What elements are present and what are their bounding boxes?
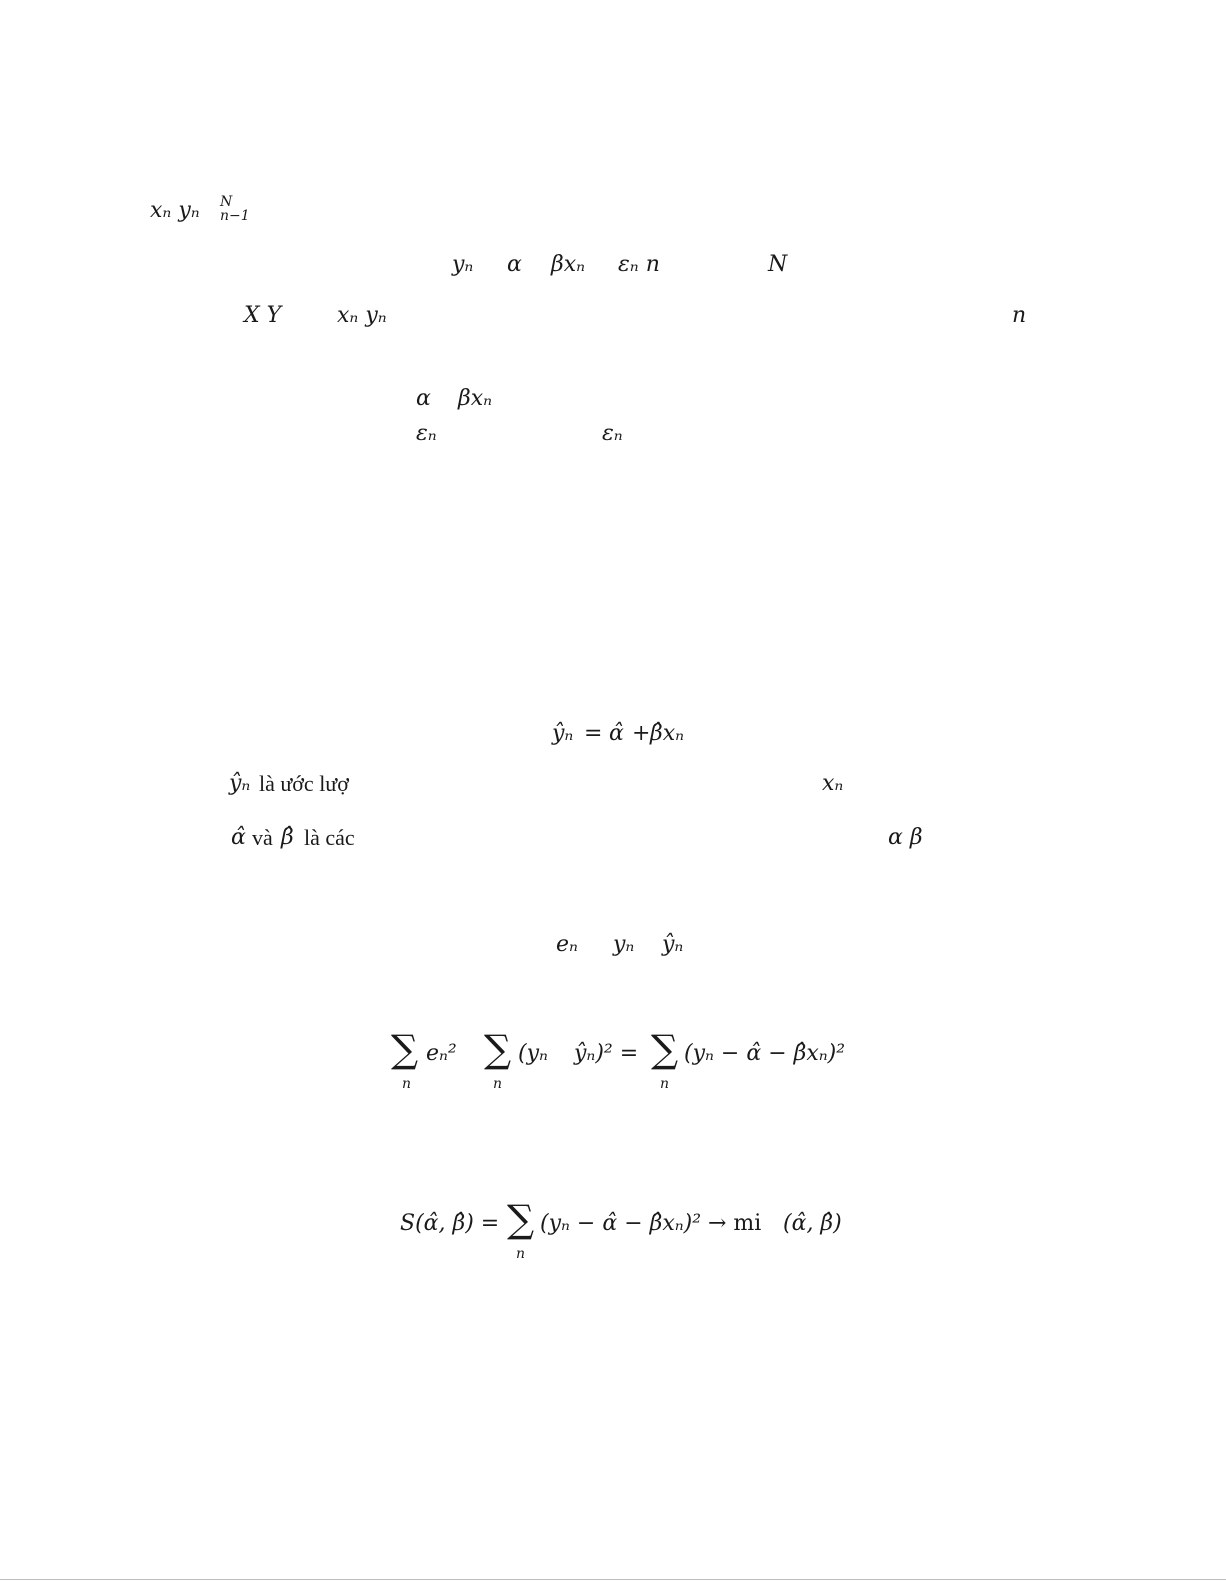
sse-sub3: n xyxy=(660,1076,670,1092)
residual-yhat: ŷₙ xyxy=(662,932,684,957)
sse-sub2: n xyxy=(493,1076,503,1092)
line2-eps-n: εₙ n xyxy=(618,252,660,277)
sse-sum3: ∑ xyxy=(651,1027,679,1071)
note1-symbol: ŷₙ xyxy=(229,771,251,796)
sse-sum1: ∑ xyxy=(391,1027,419,1071)
note1-text: là ước lượ xyxy=(259,771,349,796)
line3-XY: X Y xyxy=(244,303,282,328)
objective-lhs: S(α̂, β̂) = xyxy=(400,1211,500,1236)
note1-xn: xₙ xyxy=(822,771,844,796)
note2-alpha-hat: α̂ xyxy=(231,825,246,850)
line2-betax: βxₙ xyxy=(551,252,586,277)
objective-args: (α̂, β̂) xyxy=(783,1211,842,1236)
sse-p2: ŷₙ)² = xyxy=(574,1041,639,1066)
note2-text: là các xyxy=(304,825,355,850)
line1-sup: N xyxy=(220,194,233,210)
page-bottom-rule xyxy=(0,1579,1226,1580)
sse-sub1: n xyxy=(402,1076,412,1092)
line1-pair: xₙ yₙ xyxy=(150,198,200,223)
line3-xy: xₙ yₙ xyxy=(337,303,387,328)
fitted-eq: = xyxy=(584,721,603,746)
objective-sum: ∑ xyxy=(507,1197,535,1241)
sse-p1: (yₙ xyxy=(518,1041,548,1066)
residual-y: yₙ xyxy=(613,932,635,957)
fitted-plus: + xyxy=(632,721,651,746)
sse-p3: (yₙ − α̂ − β̂xₙ)² xyxy=(684,1041,846,1066)
fitted-betax: β̂xₙ xyxy=(650,721,685,746)
note2-beta-hat: β̂ xyxy=(281,825,294,850)
objective-sub: n xyxy=(516,1246,526,1262)
line4-betax: βxₙ xyxy=(458,386,493,411)
sse-sum2: ∑ xyxy=(484,1027,512,1071)
line3-n: n xyxy=(1012,303,1027,328)
line5-eps1: εₙ xyxy=(416,421,437,446)
line2-y: yₙ xyxy=(452,252,474,277)
line1-sub: n−1 xyxy=(220,208,250,224)
line2-N: N xyxy=(768,252,788,277)
line4-alpha: α xyxy=(416,386,431,411)
fitted-lhs: ŷₙ xyxy=(552,721,574,746)
fitted-alpha-hat: α̂ xyxy=(609,721,624,746)
note2-va: và xyxy=(252,825,273,850)
objective-body: (yₙ − α̂ − β̂xₙ)² xyxy=(540,1211,702,1236)
sse-e2: eₙ² xyxy=(426,1041,457,1066)
line2-alpha: α xyxy=(507,252,522,277)
objective-arrow: → mi xyxy=(708,1211,762,1236)
line5-eps2: εₙ xyxy=(602,421,623,446)
note2-alpha-beta: α β xyxy=(888,825,923,850)
residual-e: eₙ xyxy=(556,932,578,957)
